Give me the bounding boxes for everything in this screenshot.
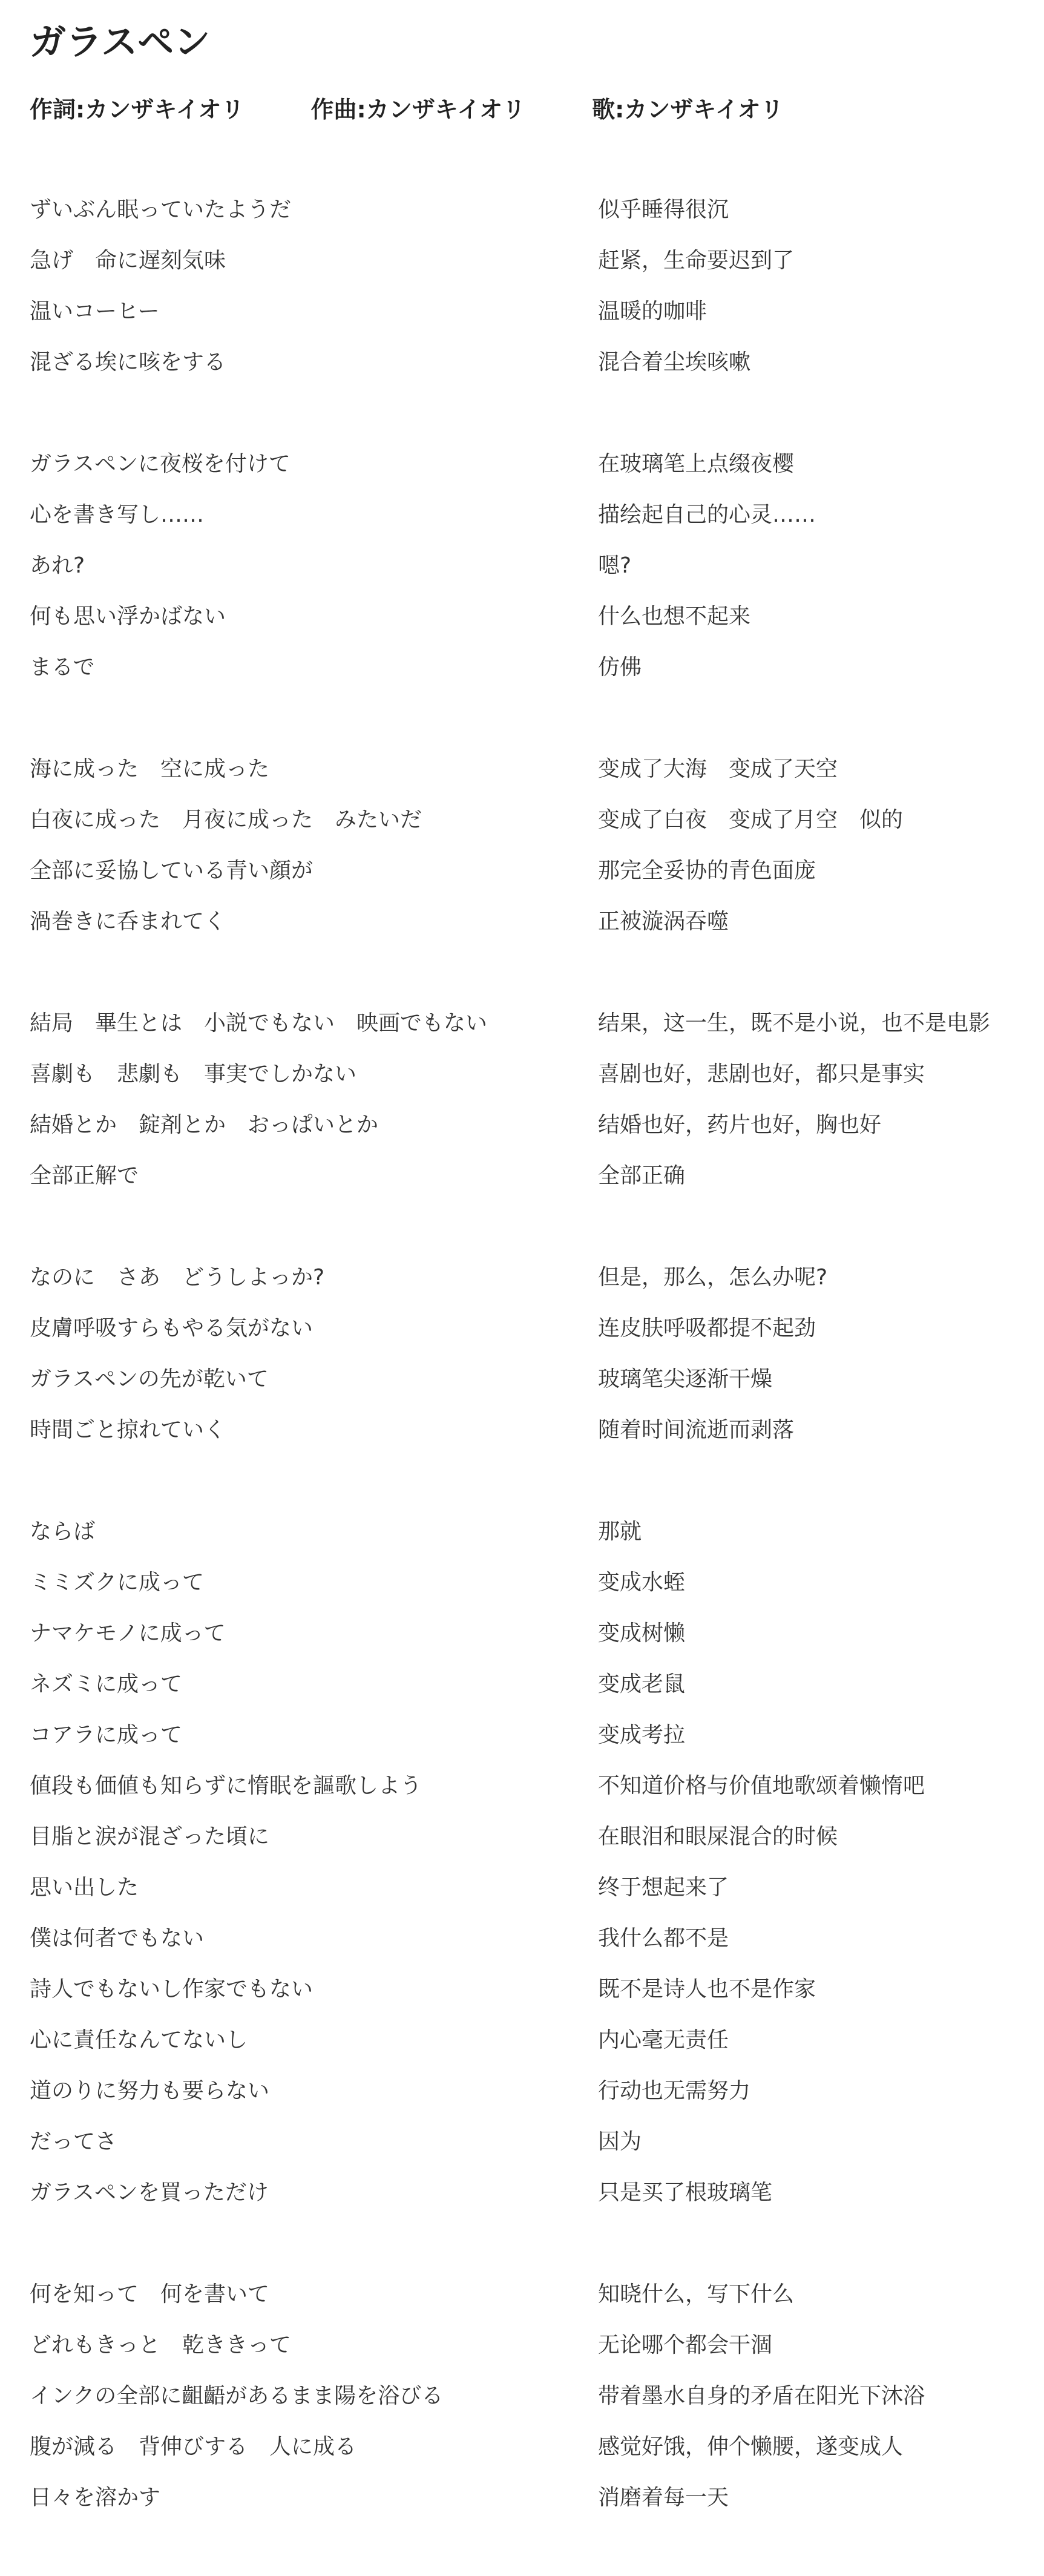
lyric-line — [30, 1860, 1044, 1911]
lyric-line — [30, 1301, 1044, 1352]
lyrics-stanza — [30, 996, 1044, 1199]
lyric-chinese: 变成了大海 变成了天空 — [598, 756, 838, 781]
lyric-line — [30, 1352, 1044, 1402]
lyric-japanese: 値段も価値も知らずに惰眠を謳歌しよう — [30, 1773, 422, 1798]
composer-credit — [311, 91, 526, 124]
lyric-line — [30, 1504, 1044, 1555]
lyric-japanese: 思い出した — [30, 1874, 139, 1900]
lyric-japanese: 目脂と涙が混ざった頃に — [30, 1824, 270, 1849]
lyric-chinese: 内心毫无责任 — [598, 2027, 729, 2052]
lyricist-credit — [30, 91, 245, 124]
lyric-line — [30, 1707, 1044, 1758]
lyric-chinese: 在眼泪和眼屎混合的时候 — [598, 1824, 838, 1849]
credit-value: カンザキイオリ — [624, 96, 784, 123]
lyric-chinese: 那完全妥协的青色面庞 — [598, 858, 816, 883]
lyric-chinese: 结果，这一生，既不是小说，也不是电影 — [598, 1010, 991, 1036]
lyric-chinese: 玻璃笔尖逐渐干燥 — [598, 1366, 773, 1392]
lyric-chinese: 带着墨水自身的矛盾在阳光下沐浴 — [598, 2383, 925, 2408]
lyric-line — [30, 843, 1044, 894]
lyric-chinese: 不知道价格与价值地歌颂着懒惰吧 — [598, 1773, 925, 1798]
lyric-chinese: 但是，那么，怎么办呢? — [598, 1264, 828, 1290]
lyric-japanese: 渦巻きに呑まれてく — [30, 908, 226, 934]
lyric-chinese: 行动也无需努力 — [598, 2078, 751, 2103]
lyric-line — [30, 1657, 1044, 1707]
lyric-line — [30, 1555, 1044, 1606]
lyric-chinese: 全部正确 — [598, 1163, 686, 1188]
lyric-japanese: ナマケモノに成って — [30, 1620, 226, 1646]
song-title: ガラスペン — [30, 21, 211, 64]
lyric-line — [30, 589, 1044, 640]
lyric-japanese: 腹が減る 背伸びする 人に成る — [30, 2434, 357, 2459]
lyric-japanese: 皮膚呼吸すらもやる気がない — [30, 1315, 314, 1341]
lyric-japanese: まるで — [30, 654, 95, 680]
lyric-japanese: ネズミに成って — [30, 1671, 183, 1697]
lyric-japanese: 海に成った 空に成った — [30, 756, 270, 781]
lyric-japanese: 時間ごと掠れていく — [30, 1417, 226, 1442]
lyric-japanese: 全部に妥協している青い顔が — [30, 858, 314, 883]
lyric-line — [30, 1250, 1044, 1301]
lyric-chinese: 知晓什么，写下什么 — [598, 2281, 795, 2307]
lyrics-stanza — [30, 2267, 1044, 2521]
lyric-line — [30, 1046, 1044, 1097]
lyric-line — [30, 1809, 1044, 1860]
lyric-japanese: 詩人でもないし作家でもない — [30, 1976, 314, 2002]
lyric-line — [30, 996, 1044, 1046]
lyric-line — [30, 2165, 1044, 2216]
lyric-japanese: 全部正解で — [30, 1163, 139, 1188]
credit-value: カンザキイオリ — [366, 96, 526, 123]
lyric-japanese: 心を書き写し…… — [30, 502, 205, 527]
lyric-japanese: コアラに成って — [30, 1722, 183, 1747]
lyric-line — [30, 284, 1044, 335]
lyric-chinese: 温暖的咖啡 — [598, 298, 707, 324]
lyric-line — [30, 335, 1044, 386]
lyric-japanese: ならば — [30, 1519, 96, 1544]
lyric-japanese: 喜劇も 悲劇も 事実でしかない — [30, 1061, 357, 1086]
lyric-japanese: 急げ 命に遅刻気味 — [30, 248, 226, 273]
lyric-line — [30, 1911, 1044, 1962]
lyric-japanese: ミミズクに成って — [30, 1569, 205, 1595]
lyrics-stanza — [30, 741, 1044, 945]
lyric-japanese: なのに さあ どうしよっか? — [30, 1264, 325, 1290]
lyric-japanese: ずいぶん眠っていたようだ — [30, 197, 292, 222]
lyric-line — [30, 1606, 1044, 1657]
lyric-chinese: 变成老鼠 — [598, 1671, 686, 1697]
lyric-line — [30, 2114, 1044, 2165]
lyric-japanese: ガラスペンに夜桜を付けて — [30, 451, 291, 476]
lyric-japanese: 混ざる埃に咳をする — [30, 349, 226, 375]
lyric-chinese: 结婚也好，药片也好，胸也好 — [598, 1112, 882, 1137]
lyric-line — [30, 436, 1044, 487]
lyric-chinese: 变成树懒 — [598, 1620, 686, 1646]
lyric-japanese: あれ? — [30, 553, 85, 578]
lyric-chinese: 无论哪个都会干涸 — [598, 2332, 773, 2358]
lyric-japanese: 心に責任なんてないし — [30, 2027, 248, 2052]
lyric-chinese: 既不是诗人也不是作家 — [598, 1976, 816, 2002]
lyric-line — [30, 182, 1044, 233]
credit-value: カンザキイオリ — [85, 96, 245, 123]
lyrics-stanza — [30, 1250, 1044, 1453]
lyric-japanese: ガラスペンを買っただけ — [30, 2180, 269, 2205]
lyric-japanese: 道のりに努力も要らない — [30, 2078, 270, 2103]
lyric-chinese: 正被漩涡吞噬 — [598, 908, 729, 934]
lyric-line — [30, 233, 1044, 284]
lyric-line — [30, 741, 1044, 792]
lyric-chinese: 嗯? — [598, 553, 632, 578]
credit-label: 作曲: — [310, 96, 366, 123]
lyric-japanese: 何を知って 何を書いて — [30, 2281, 270, 2307]
lyric-chinese: 因为 — [598, 2129, 642, 2154]
lyric-line — [30, 538, 1044, 589]
lyric-line — [30, 640, 1044, 691]
lyric-line — [30, 1148, 1044, 1199]
lyric-japanese: 白夜に成った 月夜に成った みたいだ — [30, 807, 422, 832]
lyric-line — [30, 487, 1044, 538]
lyric-chinese: 似乎睡得很沉 — [598, 197, 729, 222]
lyric-chinese: 赶紧，生命要迟到了 — [598, 248, 795, 273]
lyrics-stanza — [30, 182, 1044, 386]
lyrics-stanza — [30, 436, 1044, 691]
lyric-line — [30, 1962, 1044, 2012]
lyric-chinese: 喜剧也好，悲剧也好，都只是事实 — [598, 1061, 925, 1086]
lyrics-stanza — [30, 1504, 1044, 2216]
singer-credit — [592, 91, 784, 124]
lyric-chinese: 变成考拉 — [598, 1722, 686, 1747]
lyric-chinese: 随着时间流逝而剥落 — [598, 1417, 795, 1442]
credits-row — [30, 91, 1044, 123]
lyric-line — [30, 2419, 1044, 2470]
lyric-chinese: 变成水蛭 — [598, 1569, 686, 1595]
lyric-japanese: どれもきっと 乾ききって — [30, 2332, 292, 2358]
lyric-japanese: 何も思い浮かばない — [30, 603, 226, 629]
lyric-chinese: 描绘起自己的心灵…… — [598, 502, 816, 527]
credit-label: 歌: — [592, 96, 625, 123]
lyric-japanese: 僕は何者でもない — [30, 1925, 205, 1951]
lyric-chinese: 终于想起来了 — [598, 1874, 729, 1900]
lyric-chinese: 连皮肤呼吸都提不起劲 — [598, 1315, 816, 1341]
lyric-japanese: 結局 畢生とは 小説でもない 映画でもない — [30, 1010, 488, 1036]
lyric-line — [30, 2267, 1044, 2318]
lyric-chinese: 感觉好饿，伸个懒腰，遂变成人 — [598, 2434, 904, 2459]
lyric-japanese: 日々を溶かす — [30, 2485, 161, 2510]
lyric-chinese: 消磨着每一天 — [598, 2485, 729, 2510]
lyric-chinese: 那就 — [598, 1519, 642, 1544]
lyric-chinese: 在玻璃笔上点缀夜樱 — [598, 451, 795, 476]
lyric-line — [30, 2012, 1044, 2063]
lyric-line — [30, 1402, 1044, 1453]
lyric-line — [30, 1097, 1044, 1148]
lyric-japanese: 結婚とか 錠剤とか おっぱいとか — [30, 1112, 379, 1137]
lyric-line — [30, 2063, 1044, 2114]
lyric-chinese: 混合着尘埃咳嗽 — [598, 349, 751, 375]
lyric-chinese: 仿佛 — [598, 654, 642, 680]
lyric-chinese: 变成了白夜 变成了月空 似的 — [598, 807, 904, 832]
lyric-japanese: 温いコーヒー — [30, 298, 160, 324]
lyric-line — [30, 2470, 1044, 2521]
lyric-line — [30, 2368, 1044, 2419]
lyric-line — [30, 2318, 1044, 2368]
credit-label: 作詞: — [30, 96, 85, 123]
lyric-chinese: 我什么都不是 — [598, 1925, 729, 1951]
lyric-line — [30, 792, 1044, 843]
lyric-chinese: 只是买了根玻璃笔 — [598, 2180, 773, 2205]
lyric-japanese: ガラスペンの先が乾いて — [30, 1366, 269, 1392]
lyric-japanese: インクの全部に齟齬があるまま陽を浴びる — [30, 2383, 444, 2408]
lyrics-body — [30, 182, 1044, 2521]
lyric-line — [30, 894, 1044, 945]
lyric-chinese: 什么也想不起来 — [598, 603, 751, 629]
lyric-line — [30, 1758, 1044, 1809]
lyric-japanese: だってさ — [30, 2129, 117, 2154]
